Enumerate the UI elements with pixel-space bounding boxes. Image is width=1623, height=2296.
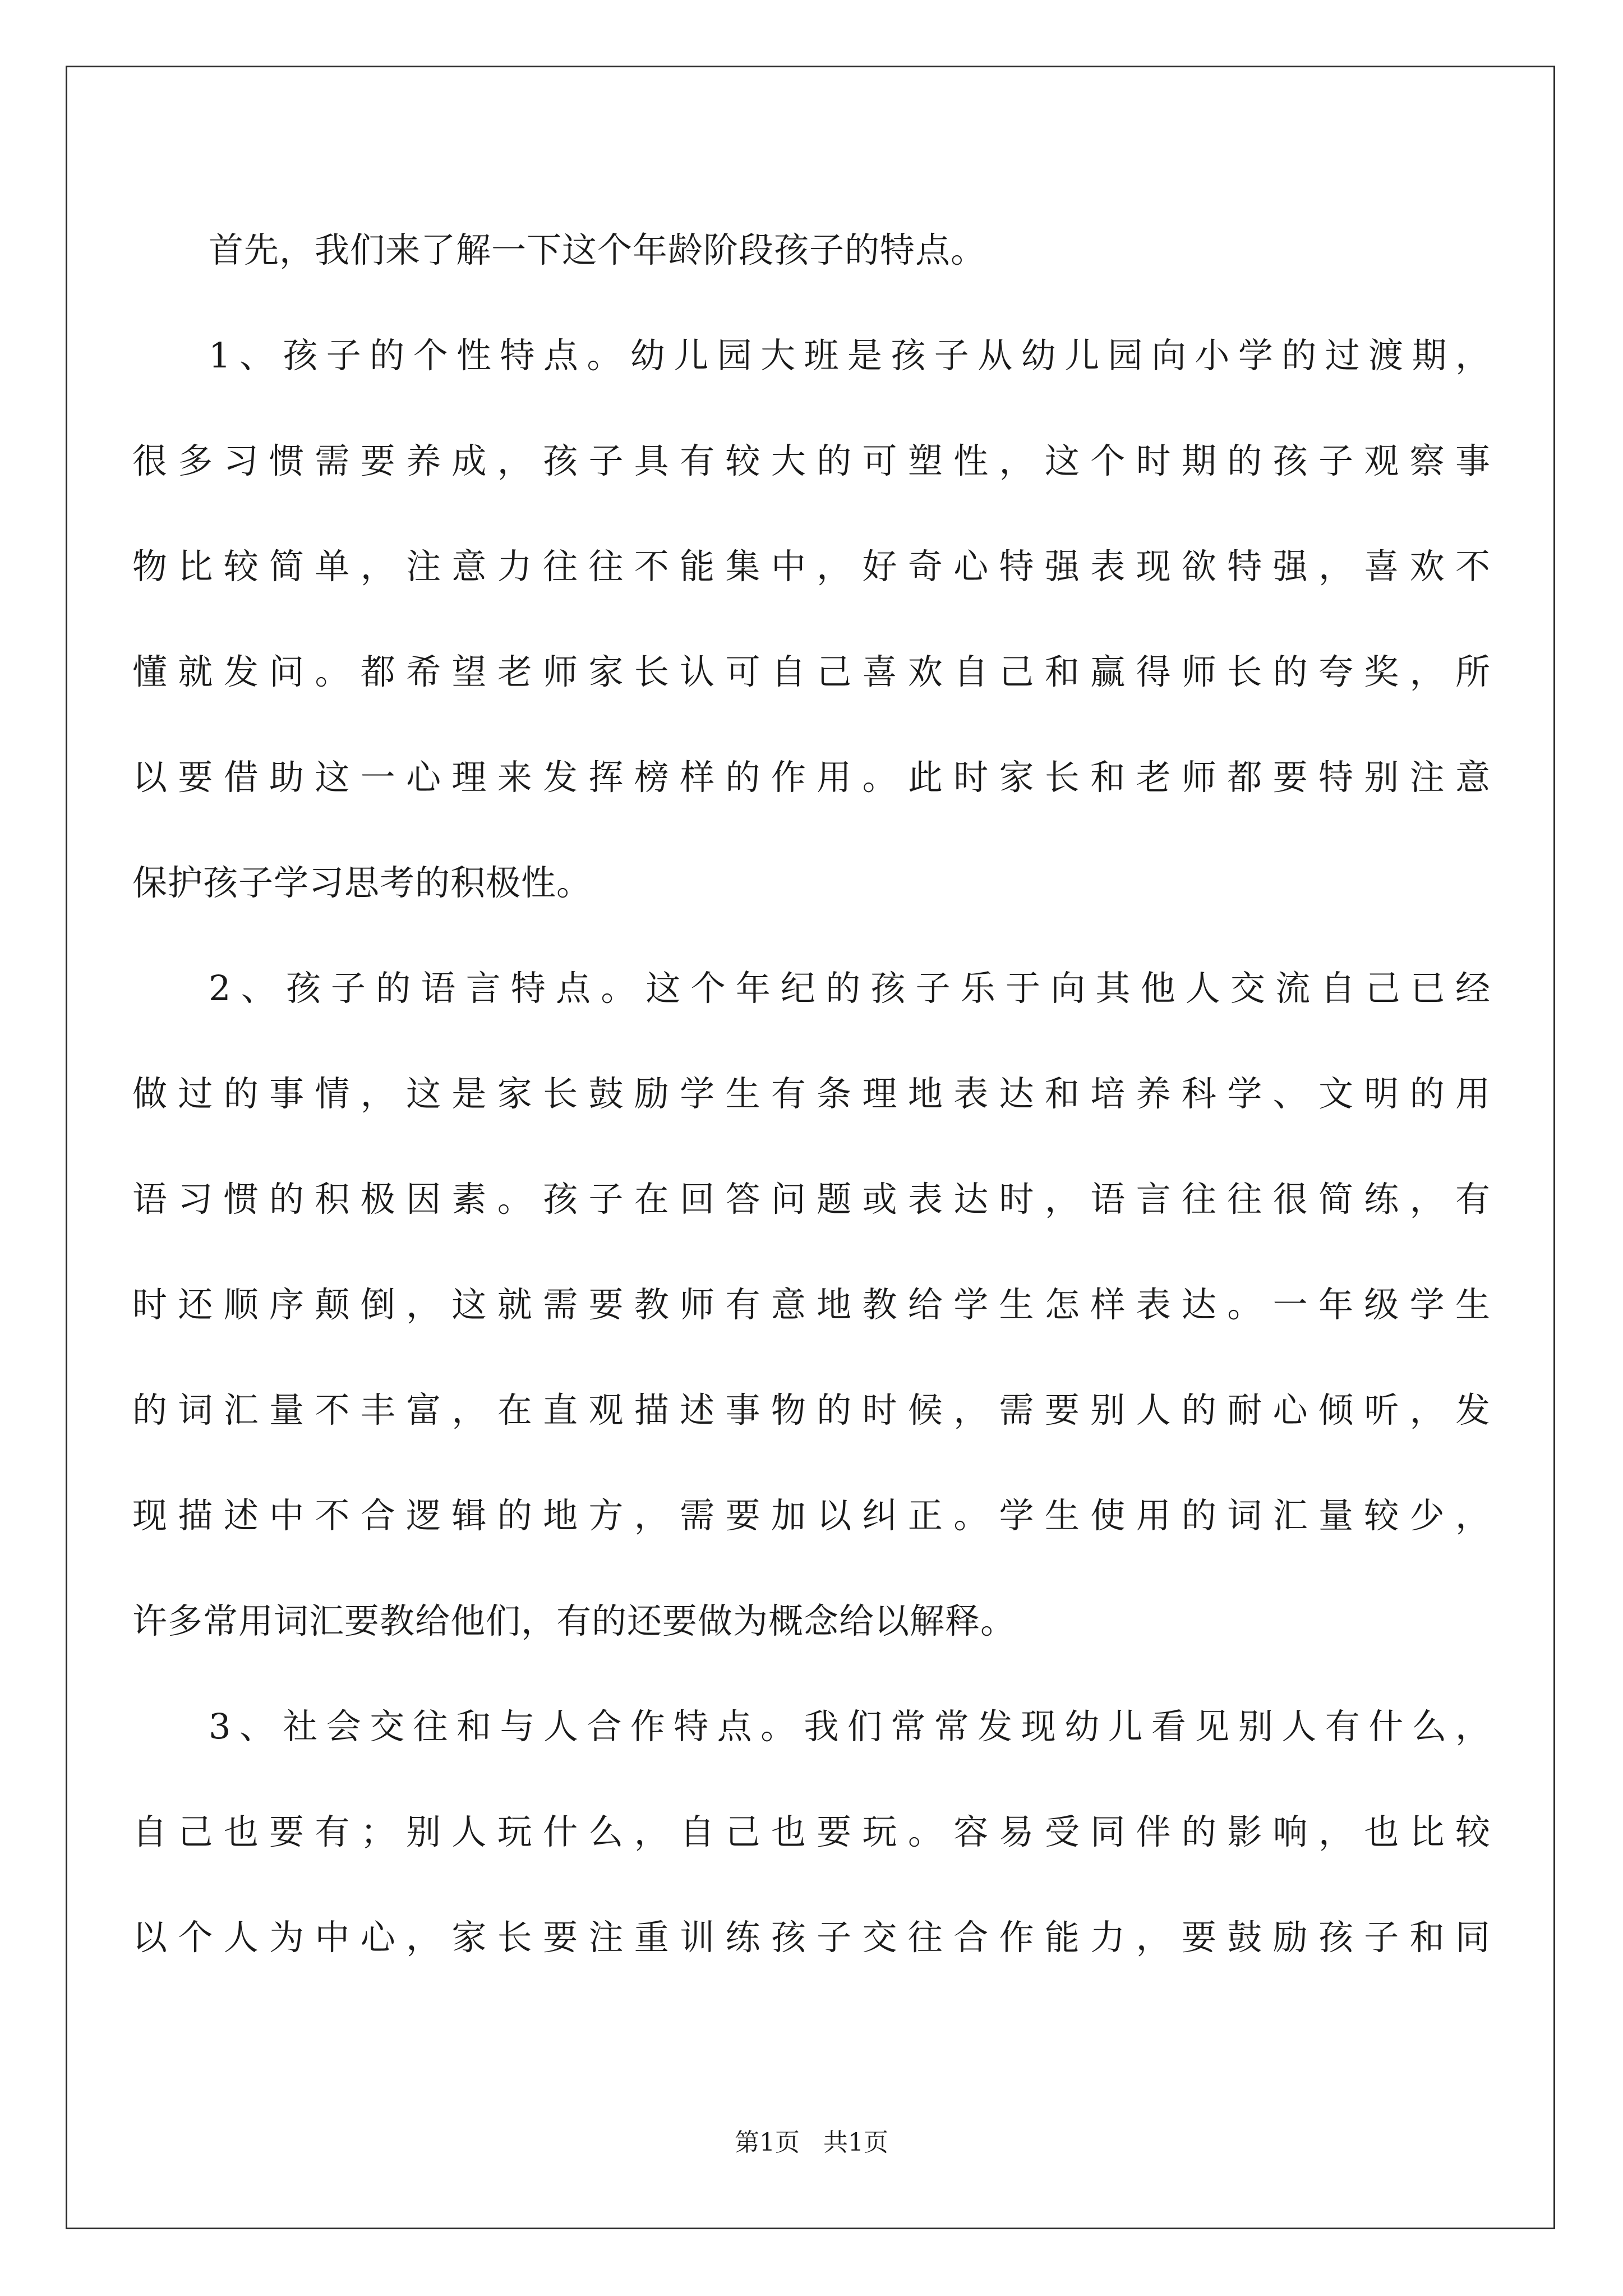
paragraph-3-line-2: 自己也要有；别人玩什么，自己也要玩。容易受同伴的影响，也比较 [132,1811,1491,1852]
paragraph-3-line-3: 以个人为中心，家长要注重训练孩子交往合作能力，要鼓励孩子和同 [132,1917,1491,1958]
paragraph-1-line-5: 以要借助这一心理来发挥榜样的作用。此时家长和老师都要特别注意 [132,757,1491,798]
page-number-footer: 第1页 共1页 [735,2128,888,2157]
paragraph-3-line-1: 3、社会交往和与人合作特点。我们常常发现幼儿看见别人有什么， [209,1706,1491,1747]
paragraph-2-line-7: 许多常用词汇要教给他们，有的还要做为概念给以解释。 [132,1600,1016,1641]
paragraph-2-line-4: 时还顺序颠倒，这就需要教师有意地教给学生怎样表达。一年级学生 [132,1284,1491,1325]
document-body [132,197,1491,1990]
paragraph-1-line-3: 物比较简单，注意力往往不能集中，好奇心特强表现欲特强，喜欢不 [132,546,1491,587]
paragraph-1-line-1: 1、孩子的个性特点。幼儿园大班是孩子从幼儿园向小学的过渡期， [209,335,1491,376]
paragraph-1-line-2: 很多习惯需要养成，孩子具有较大的可塑性，这个时期的孩子观察事 [132,440,1491,481]
paragraph-2-line-1: 2、孩子的语言特点。这个年纪的孩子乐于向其他人交流自己已经 [209,968,1491,1009]
paragraph-2-line-3: 语习惯的积极因素。孩子在回答问题或表达时，语言往往很简练，有 [132,1179,1491,1220]
paragraph-2-line-2: 做过的事情，这是家长鼓励学生有条理地表达和培养科学、文明的用 [132,1073,1491,1114]
paragraph-1-line-6: 保护孩子学习思考的积极性。 [132,862,592,903]
paragraph-intro-line-1: 首先，我们来了解一下这个年龄阶段孩子的特点。 [209,229,986,270]
paragraph-1-line-4: 懂就发问。都希望老师家长认可自己喜欢自己和赢得师长的夸奖，所 [132,651,1491,692]
paragraph-2-line-6: 现描述中不合逻辑的地方，需要加以纠正。学生使用的词汇量较少， [132,1495,1491,1536]
paragraph-2-line-5: 的词汇量不丰富，在直观描述事物的时候，需要别人的耐心倾听，发 [132,1389,1491,1430]
